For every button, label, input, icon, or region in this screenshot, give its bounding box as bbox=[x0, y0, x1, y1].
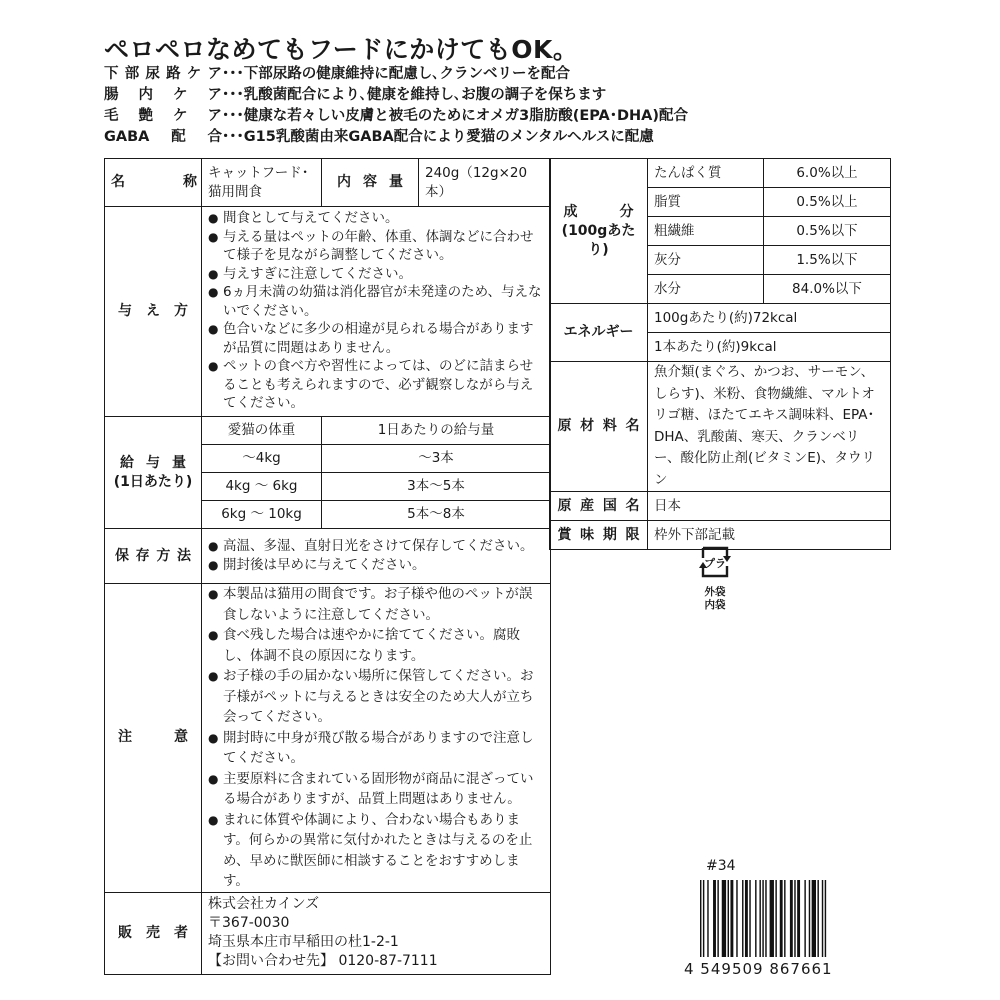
amount-sublabel: (1日あたり) bbox=[113, 473, 193, 490]
caution-note: ● 主要原料に含まれている固形物が商品に混ざっている場合がありますが、品質上問題はありません。 bbox=[208, 769, 544, 810]
amount-value: 〜3本 bbox=[322, 445, 551, 473]
barcode-bar bbox=[742, 880, 743, 957]
headline: ペロペロなめてもフードにかけてもOK。 bbox=[104, 35, 579, 64]
ingredients-value: 魚介類(まぐろ、かつお、サーモン、しらす)、米粉、食物繊維、マルトオリゴ糖、ほたてエキス調味料、EPA･DHA、乳酸菌、寒天、クランベリー、酸化防止剤(ビタミンE)、タウリン bbox=[648, 362, 891, 492]
barcode-bar bbox=[790, 880, 793, 957]
barcode-digits: 4 549509 867661 bbox=[684, 960, 833, 978]
nutrient-name: たんぱく質 bbox=[648, 159, 764, 188]
seller-postcode: 〒367-0030 bbox=[208, 915, 290, 931]
amount-weight: 6kg 〜 10kg bbox=[202, 501, 322, 529]
feature-row bbox=[104, 106, 688, 127]
barcode-bar bbox=[759, 880, 760, 957]
nutrient-value: 6.0%以上 bbox=[764, 159, 891, 188]
feeding-note: ● 与える量はペットの年齢、体重、体調などに合わせて様子を見ながら調整してください。 bbox=[208, 228, 544, 265]
feature-label: 腸内ケア bbox=[104, 87, 222, 103]
content-label: 内容量 bbox=[322, 159, 419, 207]
nutrient-name: 脂質 bbox=[648, 188, 764, 217]
nutrition-sublabel: (100gあたり) bbox=[561, 222, 636, 258]
barcode-bar bbox=[780, 880, 783, 957]
nutrient-value: 84.0%以下 bbox=[764, 275, 891, 304]
energy-value: 100gあたり(約)72kcal bbox=[648, 304, 891, 333]
amount-label: 給与量 (1日あたり) bbox=[105, 417, 202, 529]
barcode-bar bbox=[736, 880, 737, 957]
feature-label: 下部尿路ケア bbox=[104, 66, 222, 82]
barcode-bar bbox=[804, 880, 805, 957]
content-value: 240g（12g×20本） bbox=[419, 159, 551, 207]
caution-note: ● 開封時に中身が飛び散る場合がありますので注意してください。 bbox=[208, 728, 544, 769]
storage-label: 保存方法 bbox=[105, 529, 202, 584]
feeding-note: ● 与えすぎに注意してください。 bbox=[208, 265, 544, 284]
feeding-notes bbox=[202, 207, 551, 417]
nutrient-value: 0.5%以下 bbox=[764, 217, 891, 246]
name-value: キャットフード･猫用間食 bbox=[202, 159, 322, 207]
amount-header-amount: 1日あたりの給与量 bbox=[322, 417, 551, 445]
barcode-bar bbox=[717, 880, 718, 957]
seller-label: 販売者 bbox=[105, 892, 202, 974]
origin-value: 日本 bbox=[648, 492, 891, 521]
energy-label: エネルギー bbox=[550, 304, 648, 362]
product-code: #34 bbox=[706, 858, 736, 874]
barcode-bar bbox=[775, 880, 776, 957]
feeding-label: 与え方 bbox=[105, 207, 202, 417]
barcode-bar bbox=[755, 880, 756, 957]
barcode-bar bbox=[797, 880, 800, 957]
feature-row bbox=[104, 127, 688, 148]
recycle-label-inner: 内袋 bbox=[704, 599, 726, 611]
caution-note: ● まれに体質や体調により、合わない場合もあります。何らかの異常に気付かれたときは与えるのを止め、早めに獣医師に相談することをおすすめします。 bbox=[208, 810, 544, 892]
recycle-label-outer: 外袋 bbox=[704, 586, 726, 598]
recycle-icon bbox=[696, 542, 734, 582]
nutrient-value: 0.5%以上 bbox=[764, 188, 891, 217]
barcode-bar bbox=[794, 880, 795, 957]
feeding-note: ● 間食として与えてください。 bbox=[208, 209, 544, 228]
recycle-mark-text: プラ bbox=[704, 557, 726, 570]
right-info-table bbox=[549, 158, 891, 550]
caution-note: ● お子様の手の届かない場所に保管してください。お子様がペットに与えるときは安全のため大人が立ち会ってください。 bbox=[208, 666, 544, 728]
barcode-bar bbox=[825, 880, 826, 957]
caution-note: ● 食べ残した場合は速やかに捨ててください。腐敗し、体調不良の原因になります。 bbox=[208, 625, 544, 666]
barcode-bar bbox=[817, 880, 818, 957]
expiry-value: 枠外下部記載 bbox=[648, 521, 891, 550]
seller-company: 株式会社カインズ bbox=[208, 896, 320, 912]
seller-address: 埼玉県本庄市早稲田の杜1-2-1 bbox=[208, 934, 399, 950]
name-label: 名称 bbox=[105, 159, 202, 207]
energy-value: 1本あたり(約)9kcal bbox=[648, 333, 891, 362]
left-info-table bbox=[104, 158, 551, 975]
barcode-bar bbox=[822, 880, 823, 957]
barcode bbox=[698, 880, 870, 957]
barcode-bar bbox=[703, 880, 704, 957]
storage-notes bbox=[202, 529, 551, 584]
feature-desc: ･･･下部尿路の健康維持に配慮し､クランベリーを配合 bbox=[222, 66, 570, 82]
caution-notes bbox=[202, 584, 551, 893]
feeding-note: ● 色合いなどに多少の相違が見られる場合がありますが品質に問題はありません。 bbox=[208, 320, 544, 357]
barcode-bar bbox=[812, 880, 816, 957]
caution-label: 注意 bbox=[105, 584, 202, 893]
amount-header-weight: 愛猫の体重 bbox=[202, 417, 322, 445]
barcode-bar bbox=[770, 880, 774, 957]
feature-label: GABA配合 bbox=[104, 129, 222, 145]
amount-value: 3本〜5本 bbox=[322, 473, 551, 501]
expiry-label: 賞味期限 bbox=[550, 521, 648, 550]
barcode-bar bbox=[728, 880, 729, 957]
barcode-bar bbox=[707, 880, 708, 957]
amount-weight: 4kg 〜 6kg bbox=[202, 473, 322, 501]
feature-label: 毛艶ケア bbox=[104, 108, 222, 124]
barcode-bar bbox=[749, 880, 750, 957]
feeding-note: ● 6ヵ月未満の幼猫は消化器官が未発達のため、与えないでください。 bbox=[208, 283, 544, 320]
barcode-bar bbox=[784, 880, 785, 957]
amount-value: 5本〜8本 bbox=[322, 501, 551, 529]
nutrition-label: 成分 (100gあたり) bbox=[550, 159, 648, 304]
feature-desc: ･･･G15乳酸菌由来GABA配合により愛猫のメンタルヘルスに配慮 bbox=[222, 129, 654, 145]
amount-weight: 〜4kg bbox=[202, 445, 322, 473]
feature-row bbox=[104, 85, 688, 106]
barcode-bar bbox=[809, 880, 810, 957]
feature-desc: ･･･健康な若々しい皮膚と被毛のためにオメガ3脂肪酸(EPA･DHA)配合 bbox=[222, 108, 689, 124]
ingredients-label: 原材料名 bbox=[550, 362, 648, 492]
barcode-bar bbox=[700, 880, 701, 957]
nutrient-name: 粗繊維 bbox=[648, 217, 764, 246]
storage-note: ● 高温、多湿、直射日光をさけて保存してください。 bbox=[208, 537, 544, 556]
recycle-mark bbox=[693, 542, 737, 612]
barcode-bar bbox=[765, 880, 766, 957]
barcode-bar bbox=[745, 880, 748, 957]
origin-label: 原産国名 bbox=[550, 492, 648, 521]
feeding-note: ● ペットの食べ方や習性によっては、のどに詰まらせることも考えられますので、必ず観察しながら与えてください。 bbox=[208, 357, 544, 413]
nutrient-name: 灰分 bbox=[648, 246, 764, 275]
barcode-bar bbox=[713, 880, 716, 957]
seller-contact: 【お問い合わせ先】 0120-87-7111 bbox=[208, 953, 438, 969]
barcode-bar bbox=[730, 880, 733, 957]
nutrient-value: 1.5%以下 bbox=[764, 246, 891, 275]
feature-list bbox=[104, 64, 688, 148]
barcode-bar bbox=[762, 880, 763, 957]
feature-desc: ･･･乳酸菌配合により､健康を維持し､お腹の調子を保ちます bbox=[222, 87, 607, 103]
seller-info bbox=[202, 892, 551, 974]
caution-note: ● 本製品は猫用の間食です。お子様や他のペットが誤食しないように注意してください。 bbox=[208, 584, 544, 625]
storage-note: ● 開封後は早めに与えてください。 bbox=[208, 556, 544, 575]
feature-row bbox=[104, 64, 688, 85]
nutrient-name: 水分 bbox=[648, 275, 764, 304]
barcode-bar bbox=[722, 880, 726, 957]
